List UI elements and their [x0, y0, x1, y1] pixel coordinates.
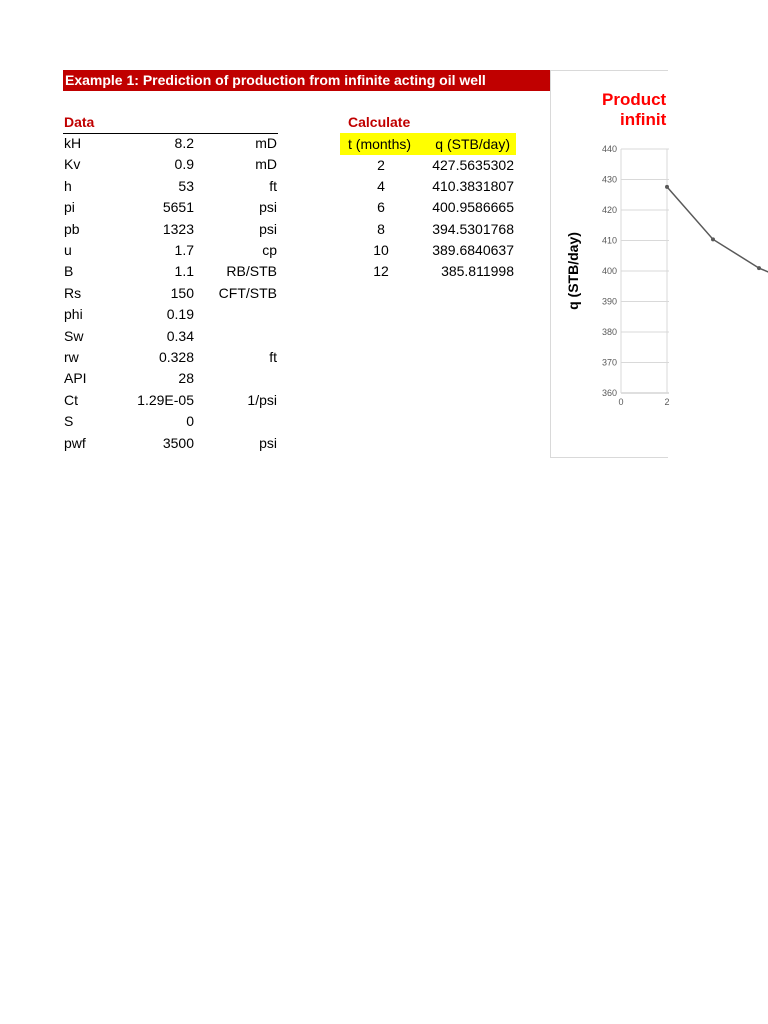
data-row	[63, 283, 279, 304]
param-value: 1323	[162, 220, 194, 237]
data-row	[63, 433, 279, 454]
param-value: 0.9	[174, 156, 194, 173]
calc-t: 10	[373, 241, 389, 258]
param-name: Sw	[64, 327, 84, 344]
param-name: Ct	[64, 391, 78, 408]
y-tick-label: 380	[601, 327, 617, 337]
data-row	[63, 133, 279, 154]
param-value: 0.19	[166, 306, 194, 323]
calc-t: 4	[377, 178, 385, 195]
calc-q: 410.3831807	[432, 178, 514, 195]
data-row	[63, 154, 279, 175]
param-name: pwf	[64, 434, 86, 451]
param-name: u	[64, 242, 72, 258]
data-row	[63, 197, 279, 218]
calc-table-header	[340, 133, 516, 155]
param-unit: psi	[259, 220, 277, 237]
param-value: 0.34	[166, 327, 194, 344]
series-line	[667, 187, 768, 314]
data-row	[63, 411, 279, 432]
x-tick-label: 0	[618, 397, 624, 407]
param-unit: ft	[269, 177, 277, 194]
calc-q: 400.9586665	[432, 199, 514, 216]
param-unit: mD	[255, 135, 277, 151]
calc-row	[340, 155, 516, 176]
y-tick-label: 360	[601, 388, 617, 398]
param-value: 1.1	[174, 263, 194, 280]
param-name: Rs	[64, 284, 82, 301]
param-value: 28	[178, 370, 194, 387]
param-name: kH	[64, 135, 82, 151]
col-header-q: q (STB/day)	[435, 136, 510, 152]
y-tick-label: 440	[601, 144, 617, 154]
param-name: pb	[64, 220, 80, 237]
param-value: 150	[170, 284, 194, 301]
param-name: pi	[64, 199, 75, 216]
calc-q: 427.5635302	[432, 157, 514, 173]
data-point	[711, 237, 715, 241]
param-unit: ft	[269, 349, 277, 365]
calculate-heading: Calculate	[348, 114, 411, 130]
calc-t: 12	[373, 263, 389, 279]
param-name: h	[64, 177, 72, 194]
calc-q: 394.5301768	[432, 220, 514, 237]
y-tick-label: 420	[601, 205, 617, 215]
chart-svg	[551, 71, 669, 459]
chart-title-line1: Product	[602, 90, 667, 109]
param-unit: 1/psi	[247, 391, 277, 408]
data-point	[757, 266, 761, 270]
y-tick-label: 400	[601, 266, 617, 276]
calc-row	[340, 176, 516, 197]
calc-t: 8	[377, 220, 385, 237]
param-unit: cp	[262, 242, 277, 258]
param-value: 53	[178, 177, 194, 194]
data-row	[63, 368, 279, 389]
data-row	[63, 240, 279, 261]
data-row	[63, 219, 279, 240]
data-row	[63, 390, 279, 411]
sheet-title: Example 1: Prediction of production from infinite acting oil well	[63, 70, 550, 91]
chart-title-line2: infinit	[620, 110, 667, 129]
param-value: 3500	[162, 434, 194, 451]
param-name: S	[64, 413, 74, 430]
param-unit: psi	[259, 434, 277, 451]
data-row	[63, 176, 279, 197]
calc-q: 389.6840637	[432, 241, 514, 258]
calc-t: 2	[377, 157, 385, 173]
param-value: 5651	[162, 199, 194, 216]
data-row	[63, 304, 279, 325]
calc-row	[340, 219, 516, 240]
calc-row	[340, 240, 516, 261]
calc-q: 385.811998	[441, 263, 514, 279]
param-name: Kv	[64, 156, 81, 173]
y-tick-label: 410	[601, 235, 617, 246]
calc-row	[340, 261, 516, 282]
y-tick-label: 370	[601, 357, 617, 368]
calc-t: 6	[377, 199, 385, 216]
param-value: 1.29E-05	[137, 391, 194, 408]
param-unit: psi	[259, 199, 277, 216]
data-point	[665, 185, 669, 189]
param-value: 1.7	[174, 242, 194, 258]
data-row	[63, 326, 279, 347]
param-name: B	[64, 263, 74, 280]
param-name: phi	[64, 306, 83, 323]
x-tick-label: 2	[664, 397, 670, 407]
production-chart[interactable]	[550, 70, 668, 458]
param-unit: RB/STB	[226, 263, 277, 280]
param-unit: mD	[255, 156, 277, 173]
param-value: 8.2	[174, 135, 194, 151]
param-name: API	[64, 370, 87, 387]
calc-row	[340, 197, 516, 218]
y-tick-label: 390	[601, 296, 617, 307]
y-axis-label: q (STB/day)	[565, 232, 581, 310]
y-tick-label: 430	[601, 174, 617, 185]
data-heading: Data	[64, 114, 95, 130]
param-name: rw	[64, 349, 79, 365]
param-unit: CFT/STB	[218, 284, 277, 301]
data-row	[63, 347, 279, 368]
col-header-t: t (months)	[348, 136, 412, 152]
param-value: 0	[186, 413, 194, 430]
data-row	[63, 261, 279, 282]
param-value: 0.328	[158, 349, 194, 365]
